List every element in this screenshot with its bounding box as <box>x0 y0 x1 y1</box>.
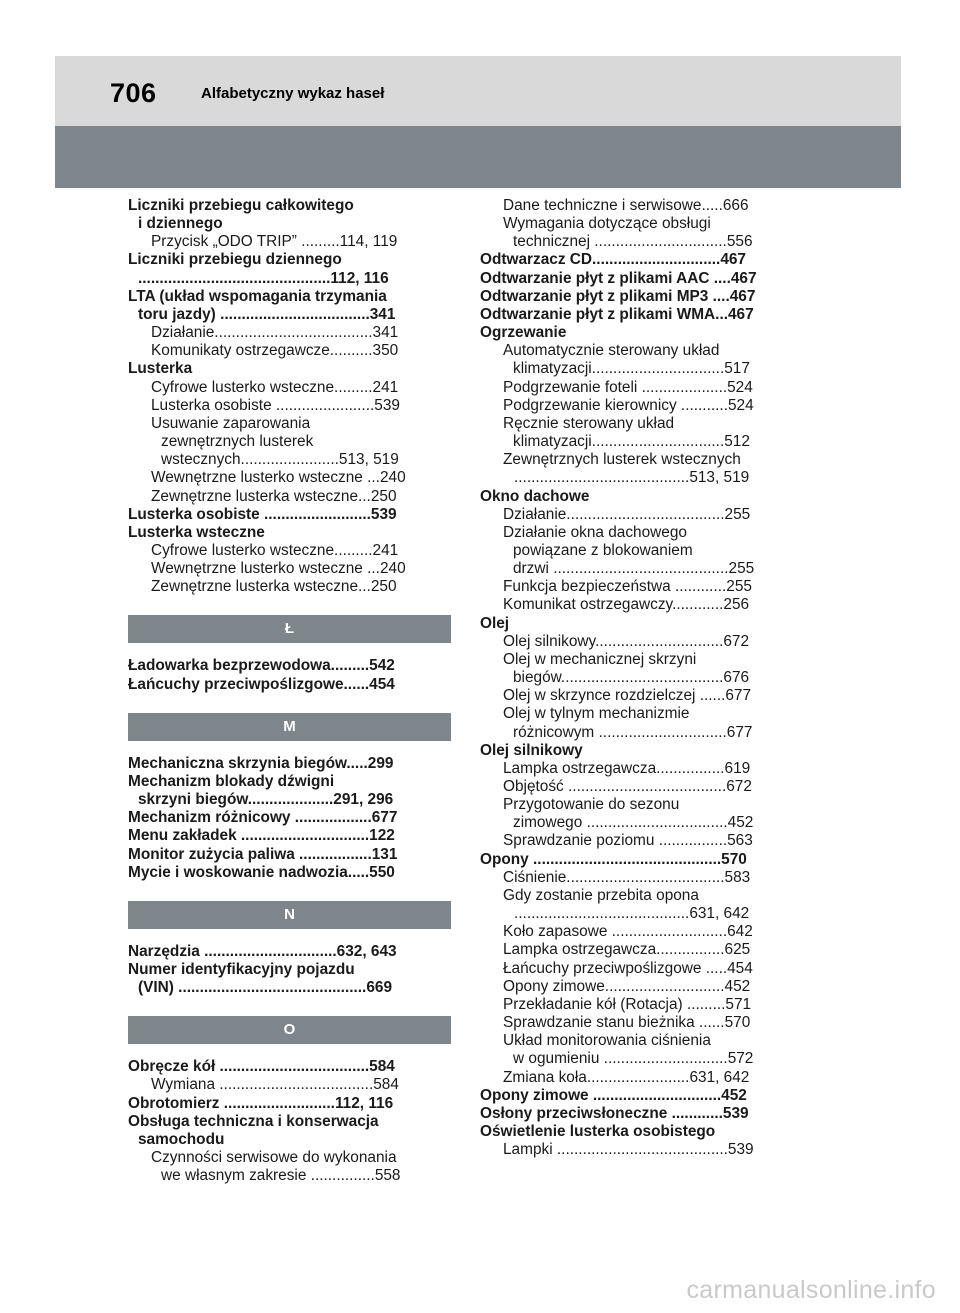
section-header: Ł <box>128 615 451 643</box>
index-entry: Obręcze kół ...................................584 <box>128 1058 395 1076</box>
index-entry: Działanie okna dachowego <box>503 523 687 541</box>
index-entry: Obrotomierz ..........................112, 116 <box>128 1094 394 1112</box>
index-entry: .........................................631, 642 <box>514 905 750 923</box>
index-entry: Komunikaty ostrzegawcze..........350 <box>151 342 399 360</box>
index-entry: Mechaniczna skrzynia biegów.....299 <box>128 754 394 772</box>
index-entry: Podgrzewanie kierownicy ...........524 <box>503 396 754 414</box>
index-entry: Lampki ........................................539 <box>503 1141 754 1159</box>
index-entry: biegów......................................676 <box>513 669 750 687</box>
index-entry: technicznej ...............................556 <box>513 233 753 251</box>
index-entry: Odtwarzanie płyt z plikami WMA...467 <box>480 305 754 323</box>
index-entry: samochodu <box>138 1130 225 1148</box>
index-entry: .........................................513, 519 <box>514 469 750 487</box>
index-entry: Olej silnikowy..............................672 <box>503 632 750 650</box>
index-entry: Funkcja bezpieczeństwa ............255 <box>503 578 752 596</box>
index-entry: w ogumieniu .............................572 <box>513 1050 754 1068</box>
index-entry: Cyfrowe lusterko wsteczne.........241 <box>151 541 399 559</box>
index-entry: Mechanizm blokady dźwigni <box>128 772 335 790</box>
index-entry: Olej w skrzynce rozdzielczej ......677 <box>503 687 752 705</box>
index-entry: Odtwarzanie płyt z plikami AAC ....467 <box>480 269 757 287</box>
index-entry: zimowego .................................452 <box>513 814 754 832</box>
index-entry: Osłony przeciwsłoneczne ............539 <box>480 1104 749 1122</box>
index-entry: Lusterka osobiste .......................539 <box>151 396 400 414</box>
index-entry: Dane techniczne i serwisowe.....666 <box>503 197 749 214</box>
index-entry: (VIN) ............................................669 <box>138 979 393 997</box>
index-entry: Sprawdzanie stanu bieżnika ......570 <box>503 1014 751 1032</box>
index-entry: Ogrzewanie <box>480 324 567 342</box>
section-header: M <box>128 713 451 741</box>
index-entry: Przycisk „ODO TRIP” .........114, 119 <box>151 233 398 251</box>
section-header: O <box>128 1016 451 1044</box>
index-entry: Lusterka wsteczne <box>128 523 265 541</box>
index-entry: Działanie.....................................255 <box>503 505 751 523</box>
index-entry: skrzyni biegów....................291, 296 <box>138 791 394 809</box>
index-entry: Automatycznie sterowany układ <box>503 342 720 360</box>
index-entry: Zewnętrzne lusterka wsteczne...250 <box>151 487 397 505</box>
index-entry: Łańcuchy przeciwpoślizgowe......454 <box>128 675 395 693</box>
index-entry: we własnym zakresie ...............558 <box>161 1167 401 1185</box>
index-entry: i dziennego <box>138 215 223 233</box>
index-entry: Zewnętrzne lusterka wsteczne...250 <box>151 578 397 596</box>
index-entry: Usuwanie zaparowania <box>151 414 311 432</box>
page-number: 706 <box>110 78 157 108</box>
index-entry: Podgrzewanie foteli ....................524 <box>503 378 753 396</box>
index-entry: Ciśnienie.....................................583 <box>503 868 751 886</box>
index-entry: Czynności serwisowe do wykonania <box>151 1149 397 1167</box>
index-entry: Lusterka osobiste .........................539 <box>128 505 397 523</box>
index-entry: Koło zapasowe ...........................642 <box>503 923 753 941</box>
index-entry: Przygotowanie do sezonu <box>503 796 680 814</box>
index-entry: Lampka ostrzegawcza................619 <box>503 759 751 777</box>
index-entry: klimatyzacji...............................512 <box>513 433 750 451</box>
index-entry: Opony ............................................570 <box>480 850 747 868</box>
index-entry: Okno dachowe <box>480 487 590 505</box>
index-entry: Ręcznie sterowany układ <box>503 414 675 432</box>
index-entry: Ładowarka bezprzewodowa.........542 <box>128 657 395 675</box>
index-entry: Mechanizm różnicowy ..................677 <box>128 809 398 827</box>
index-entry: Odtwarzacz CD..............................467 <box>480 251 746 269</box>
header-bar <box>55 56 901 126</box>
index-entry: Wewnętrzne lusterko wsteczne ...240 <box>151 469 406 487</box>
index-entry: Narzędzia ...............................632, 643 <box>128 942 397 960</box>
index-entry: Przekładanie kół (Rotacja) .........571 <box>503 995 752 1013</box>
index-entry: Olej w mechanicznej skrzyni <box>503 650 697 668</box>
index-entry: Monitor zużycia paliwa .................131 <box>128 845 398 863</box>
index-entry: Liczniki przebiegu dziennego <box>128 251 342 269</box>
index-entry: zewnętrznych lusterek <box>161 433 314 451</box>
index-entry: Gdy zostanie przebita opona <box>503 886 699 904</box>
index-entry: Olej <box>480 614 510 632</box>
index-entry: Mycie i woskowanie nadwozia.....550 <box>128 863 395 881</box>
index-entry: Zmiana koła........................631, 642 <box>503 1068 750 1086</box>
index-entry: Lampka ostrzegawcza................625 <box>503 941 751 959</box>
index-entry: Opony zimowe ..............................452 <box>480 1086 747 1104</box>
index-entry: Olej silnikowy <box>480 741 583 759</box>
index-entry: Opony zimowe............................452 <box>503 977 751 995</box>
index-entry: drzwi .........................................255 <box>513 560 755 578</box>
index-entry: Numer identyfikacyjny pojazdu <box>128 961 355 978</box>
page-title: Alfabetyczny wykaz haseł <box>201 85 385 102</box>
index-entry: powiązane z blokowaniem <box>513 541 693 559</box>
index-entry: różnicowym ..............................677 <box>513 723 753 741</box>
index-entry: wstecznych.......................513, 519 <box>161 451 399 469</box>
index-entry: Działanie.....................................341 <box>151 324 399 342</box>
index-entry: Układ monitorowania ciśnienia <box>503 1032 711 1050</box>
index-entry: Łańcuchy przeciwpoślizgowe .....454 <box>503 959 753 977</box>
index-entry: Odtwarzanie płyt z plikami MP3 ....467 <box>480 287 756 305</box>
index-entry: Menu zakładek ..............................122 <box>128 827 395 845</box>
index-entry: Objętość .....................................672 <box>503 778 752 795</box>
index-entry: LTA (układ wspomagania trzymania <box>128 287 387 305</box>
index-entry: Lusterka <box>128 360 193 378</box>
index-column-right <box>480 197 796 1159</box>
index-entry: klimatyzacji...............................517 <box>513 360 750 378</box>
index-entry: Cyfrowe lusterko wsteczne.........241 <box>151 378 399 396</box>
index-entry: toru jazdy) ...................................341 <box>138 305 396 323</box>
index-entry: Olej w tylnym mechanizmie <box>503 705 690 723</box>
index-entry: Zewnętrznych lusterek wstecznych <box>503 451 741 469</box>
index-entry: Obsługa techniczna i konserwacja <box>128 1112 379 1130</box>
watermark: carmanualsonline.info <box>686 1276 936 1304</box>
index-column-left <box>128 197 451 1185</box>
index-entry: Wewnętrzne lusterko wsteczne ...240 <box>151 560 406 578</box>
index-entry: Liczniki przebiegu całkowitego <box>128 197 354 214</box>
index-entry: Komunikat ostrzegawczy............256 <box>503 596 750 614</box>
index-entry: Wymiana ....................................584 <box>151 1076 399 1094</box>
index-entry: .............................................112, 116 <box>138 269 389 287</box>
index-entry: Sprawdzanie poziomu ................563 <box>503 832 753 850</box>
index-entry: Oświetlenie lusterka osobistego <box>480 1122 716 1140</box>
section-header: N <box>128 901 451 929</box>
index-entry: Wymagania dotyczące obsługi <box>503 215 711 233</box>
header-band <box>55 126 901 188</box>
